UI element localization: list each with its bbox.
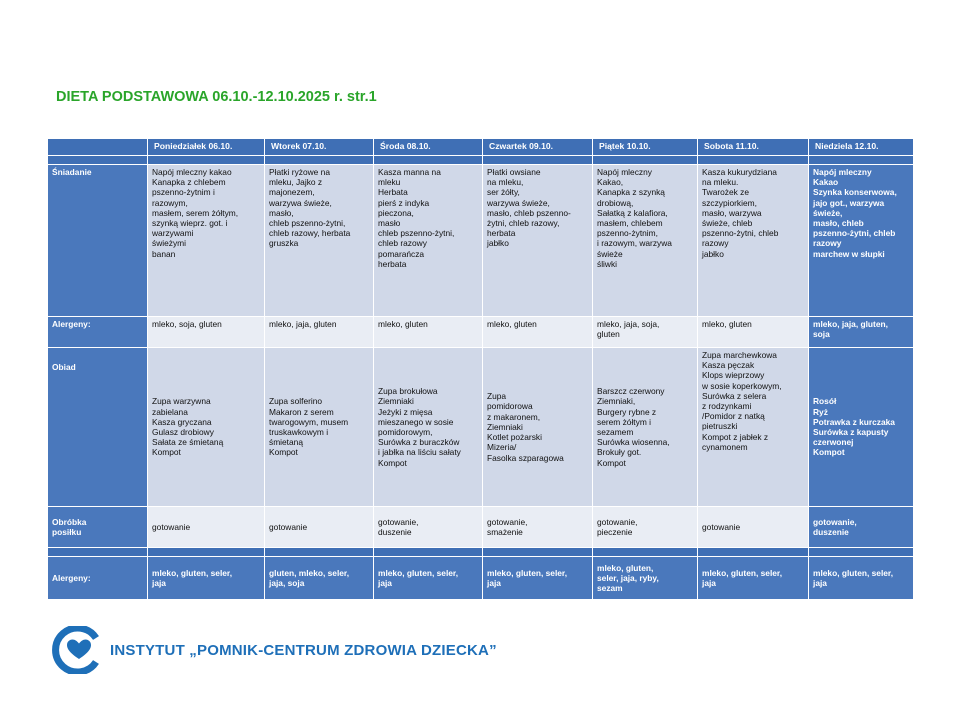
allergen-cell: mleko, gluten, seler, jaja, ryby, sezam	[593, 557, 698, 600]
allergen-cell: mleko, gluten, seler, jaja	[374, 557, 483, 600]
menu-cell: Napój mleczny Kakao, Kanapka z szynką drobiową, Sałatką z kalafiora, masłem, chlebem pszenno-żytnim, i razowym, warzywa świeże śliwki	[593, 165, 698, 317]
processing-cell: gotowanie, pieczenie	[593, 507, 698, 548]
institute-name: INSTYTUT „POMNIK-CENTRUM ZDROWIA DZIECKA”	[110, 641, 497, 659]
institute-logo	[52, 626, 497, 674]
allergen-cell: mleko, jaja, soja, gluten	[593, 317, 698, 348]
allergen-cell: mleko, soja, gluten	[148, 317, 265, 348]
menu-cell: Zupa solferino Makaron z serem twarogowym, musem truskawkowym i śmietaną Kompot	[265, 348, 374, 507]
allergen-cell: mleko, gluten	[698, 317, 809, 348]
day-header: Niedziela 12.10.	[809, 139, 914, 156]
diet-menu-table	[48, 139, 914, 600]
menu-cell: Zupa brokułowa Ziemniaki Jeżyki z mięsa mieszanego w sosie pomidorowym, Surówka z buraczków i jabłka na liściu sałaty Kompot	[374, 348, 483, 507]
allergen-cell: gluten, mleko, seler, jaja, soja	[265, 557, 374, 600]
processing-cell: gotowanie, duszenie	[809, 507, 914, 548]
spacer-row	[48, 156, 914, 165]
header-corner	[48, 139, 148, 156]
page-title: DIETA PODSTAWOWA 06.10.-12.10.2025 r. str.1	[56, 89, 377, 105]
allergen-cell: mleko, gluten	[483, 317, 593, 348]
table-row-obrobka	[48, 507, 914, 548]
table-header-row	[48, 139, 914, 156]
table-row-sniadanie	[48, 165, 914, 317]
row-label: Alergeny:	[48, 317, 148, 348]
day-header: Poniedziałek 06.10.	[148, 139, 265, 156]
menu-cell: Płatki owsiane na mleku, ser żółty, warzywa świeże, masło, chleb pszenno- żytni, chleb razowy, herbata jabłko	[483, 165, 593, 317]
allergen-cell: mleko, jaja, gluten, soja	[809, 317, 914, 348]
day-header: Czwartek 09.10.	[483, 139, 593, 156]
table-row-alergeny-obiad	[48, 557, 914, 600]
allergen-cell: mleko, gluten, seler, jaja	[148, 557, 265, 600]
menu-cell: Zupa pomidorowa z makaronem, Ziemniaki Kotlet pożarski Mizeria/ Fasolka szparagowa	[483, 348, 593, 507]
row-label: Alergeny:	[48, 557, 148, 600]
menu-cell: Napój mleczny Kakao Szynka konserwowa, jajo got., warzywa świeże, masło, chleb pszenno-żytni, chleb razowy marchew w słupki	[809, 165, 914, 317]
day-header: Sobota 11.10.	[698, 139, 809, 156]
day-header: Piątek 10.10.	[593, 139, 698, 156]
processing-cell: gotowanie	[148, 507, 265, 548]
processing-cell: gotowanie	[698, 507, 809, 548]
table-row-alergeny	[48, 317, 914, 348]
allergen-cell: mleko, gluten, seler, jaja	[483, 557, 593, 600]
allergen-cell: mleko, jaja, gluten	[265, 317, 374, 348]
day-header: Wtorek 07.10.	[265, 139, 374, 156]
allergen-cell: mleko, gluten, seler, jaja	[698, 557, 809, 600]
menu-cell: Płatki ryżowe na mleku, Jajko z majonezem, warzywa świeże, masło, chleb pszenno-żytni, chleb razowy, herbata gruszka	[265, 165, 374, 317]
row-label: Śniadanie	[48, 165, 148, 317]
processing-cell: gotowanie, smażenie	[483, 507, 593, 548]
allergen-cell: mleko, gluten	[374, 317, 483, 348]
table-row-obiad	[48, 348, 914, 507]
allergen-cell: mleko, gluten, seler, jaja	[809, 557, 914, 600]
processing-cell: gotowanie	[265, 507, 374, 548]
heart-logo-icon	[52, 626, 104, 674]
menu-cell: Zupa warzywna zabielana Kasza gryczana Gulasz drobiowy Sałata ze śmietaną Kompot	[148, 348, 265, 507]
menu-cell: Barszcz czerwony Ziemniaki, Burgery rybne z serem żółtym i sezamem Surówka wiosenna, Brokuły got. Kompot	[593, 348, 698, 507]
spacer-row	[48, 548, 914, 557]
menu-cell: Kasza manna na mleku Herbata pierś z indyka pieczona, masło chleb pszenno-żytni, chleb razowy pomarańcza herbata	[374, 165, 483, 317]
row-label: Obiad	[48, 348, 148, 507]
processing-cell: gotowanie, duszenie	[374, 507, 483, 548]
menu-cell: Kasza kukurydziana na mleku. Twarożek ze szczypiorkiem, masło, warzywa świeże, chleb pszenno-żytni, chleb razowy jabłko	[698, 165, 809, 317]
row-label: Obróbka posiłku	[48, 507, 148, 548]
menu-cell: Napój mleczny kakao Kanapka z chlebem pszenno-żytnim i razowym, masłem, serem żółtym, szynką wieprz. got. i warzywami świeżymi banan	[148, 165, 265, 317]
menu-cell: Rosół Ryż Potrawka z kurczaka Surówka z kapusty czerwonej Kompot	[809, 348, 914, 507]
day-header: Środa 08.10.	[374, 139, 483, 156]
menu-cell: Zupa marchewkowa Kasza pęczak Klops wieprzowy w sosie koperkowym, Surówka z selera z rodzynkami /Pomidor z natką pietruszki Kompot z jabłek z cynamonem	[698, 348, 809, 507]
